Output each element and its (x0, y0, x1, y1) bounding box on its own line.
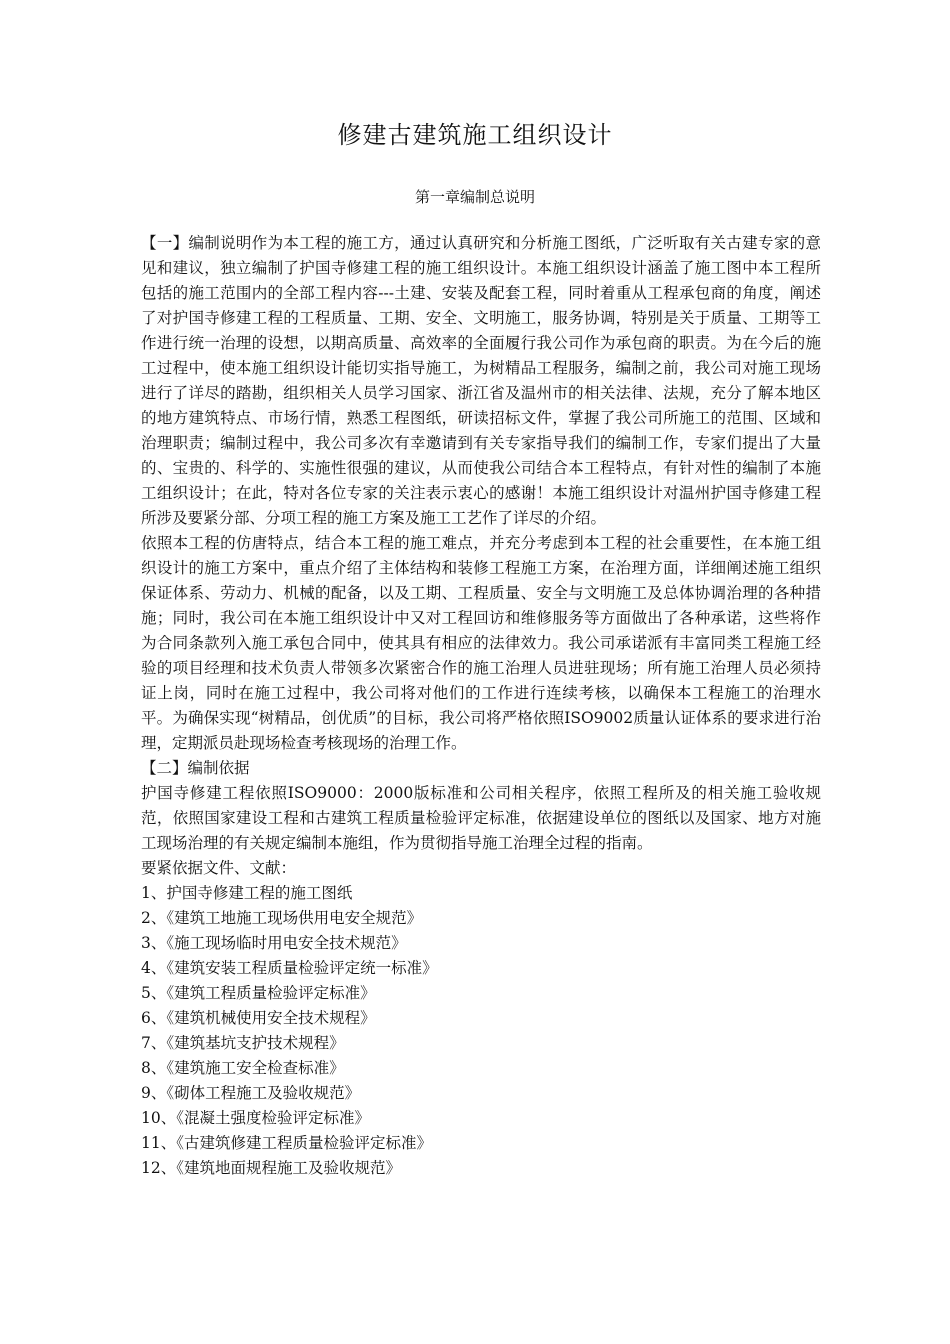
document-title: 修建古建筑施工组织设计 (337, 121, 613, 149)
list-item: 11、《古建筑修建工程质量检验评定标准》 (141, 1134, 432, 1152)
chapter-heading: 第一章编制总说明 (414, 188, 535, 206)
list-item: 10、《混凝土强度检验评定标准》 (141, 1109, 370, 1127)
reference-list (141, 881, 821, 1181)
paragraph-project-features: 依照本工程的仿唐特点，结合本工程的施工难点，并充分考虑到本工程的社会重要性，在本施工组织设计的施工方案中，重点介绍了主体结构和装修工程施工方案，在治理方面，详细阐述施工组织保证体系、劳动力、机械的配备，以及工期、工程质量、安全与文明施工及总体协调治理的各种措施；同时，我公司在本施工组织设计中又对工程回访和维修服务等方面做出了各种承诺，这些将作为合同条款列入施工承包合同中，使其具有相应的法律效力。我公司承诺派有丰富同类工程施工经验的项目经理和技术负责人带领多次紧密合作的施工治理人员进驻现场；所有施工治理人员必须持证上岗，同时在施工过程中，我公司将对他们的工作进行连续考核，以确保本工程施工的治理水平。为确保实现“树精品，创优质”的目标，我公司将严格依照ISO9002质量认证体系的要求进行治理，定期派员赴现场检查考核现场的治理工作。 (141, 534, 821, 752)
list-item: 4、《建筑安装工程质量检验评定统一标准》 (141, 959, 438, 977)
list-item: 7、《建筑基坑支护技术规程》 (141, 1034, 345, 1052)
section-heading-basis: 【二】编制依据 (141, 759, 250, 777)
paragraph-main-documents: 要紧依据文件、文献： (141, 859, 297, 877)
list-item: 9、《砌体工程施工及验收规范》 (141, 1084, 361, 1102)
list-item: 5、《建筑工程质量检验评定标准》 (141, 984, 376, 1002)
list-item: 3、《施工现场临时用电安全技术规范》 (141, 934, 407, 952)
paragraph-compilation-notes: 【一】编制说明作为本工程的施工方，通过认真研究和分析施工图纸，广泛听取有关古建专家的意见和建议，独立编制了护国寺修建工程的施工组织设计。本施工组织设计涵盖了施工图中本工程所包括的施工范围内的全部工程内容---土建、安装及配套工程，同时着重从工程承包商的角度，阐述了对护国寺修建工程的工程质量、工期、安全、文明施工，服务协调，特别是关于质量、工期等工作进行统一治理的设想，以期高质量、高效率的全面履行我公司作为承包商的职责。为在今后的施工过程中，使本施工组织设计能切实指导施工，为树精品工程服务，编制之前，我公司对施工现场进行了详尽的踏勘，组织相关人员学习国家、浙江省及温州市的相关法律、法规，充分了解本地区的地方建筑特点、市场行情，熟悉工程图纸，研读招标文件，掌握了我公司所施工的范围、区域和治理职责；编制过程中，我公司多次有幸邀请到有关专家指导我们的编制工作，专家们提出了大量的、宝贵的、科学的、实施性很强的建议，从而使我公司结合本工程特点，有针对性的编制了本施工组织设计；在此，特对各位专家的关注表示衷心的感谢！本施工组织设计对温州护国寺修建工程所涉及要紧分部、分项工程的施工方案及施工工艺作了详尽的介绍。 (141, 234, 821, 527)
list-item: 8、《建筑施工安全检查标准》 (141, 1059, 345, 1077)
document-body (141, 231, 821, 1181)
list-item: 12、《建筑地面规程施工及验收规范》 (141, 1159, 401, 1177)
list-item: 6、《建筑机械使用安全技术规程》 (141, 1009, 376, 1027)
list-item: 1、护国寺修建工程的施工图纸 (141, 884, 353, 902)
list-item: 2、《建筑工地施工现场供用电安全规范》 (141, 909, 423, 927)
paragraph-basis-standards: 护国寺修建工程依照ISO9000：2000版标准和公司相关程序，依照工程所及的相关施工验收规范，依照国家建设工程和古建筑工程质量检验评定标准，依据建设单位的图纸以及国家、地方对施工现场治理的有关规定编制本施组，作为贯彻指导施工治理全过程的指南。 (141, 784, 821, 852)
